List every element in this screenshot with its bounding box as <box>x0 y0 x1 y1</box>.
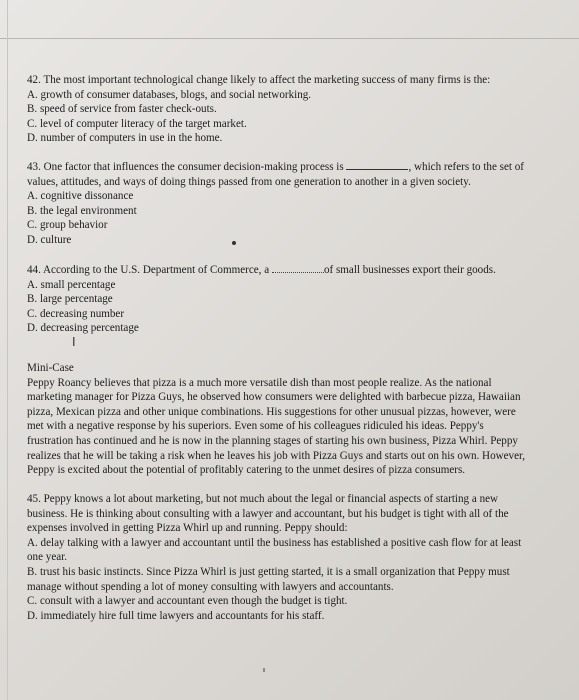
question-45 <box>27 492 557 623</box>
question-43-option-a: A. cognitive dissonance <box>27 190 134 203</box>
question-44-stem <box>27 262 557 278</box>
mini-case-line: marketing manager for Pizza Guys, he observed how consumers were delighted with barbecue pizza, Hawaiian <box>27 391 521 404</box>
question-45-option-c: C. consult with a lawyer and accountant even though the budget is tight. <box>27 595 348 608</box>
question-45-stem-line: 45. Peppy knows a lot about marketing, but not much about the legal or financial aspects of starting a new <box>27 493 499 505</box>
mini-case-line: realizes that he will be taking a risk when he leaves his job with Pizza Guys and starts out on his own. However, <box>27 449 526 462</box>
question-43-stem-c: values, attitudes, and ways of doing things passed from one generation to another in a given society. <box>27 175 471 188</box>
page-edge <box>7 0 8 700</box>
question-45-option-b: B. trust his basic instincts. Since Pizza Whirl is just getting started, it is a small organization that Peppy must <box>27 565 510 578</box>
stray-mark <box>263 668 265 672</box>
question-44-option-d: D. decreasing percentage <box>27 322 139 335</box>
mini-case-heading: Mini-Case <box>27 362 74 374</box>
question-43-option-b: B. the legal environment <box>27 204 137 217</box>
question-44-option-c: C. decreasing number <box>27 307 125 320</box>
question-45-stem-line: expenses involved in getting Pizza Whirl up and running. Peppy should: <box>27 522 348 535</box>
mini-case-line: frustration has continued and he is now in the planning stages of starting his own business, Pizza Whirl. Peppy <box>27 434 518 447</box>
page-divider <box>0 38 579 39</box>
text-cursor-icon: I <box>72 335 76 349</box>
question-45-option-d: D. immediately hire full time lawyers and accountants for his staff. <box>27 609 325 622</box>
question-43-stem <box>27 159 557 175</box>
question-42-option-d: D. number of computers in use in the home. <box>27 132 223 145</box>
mini-case-line: pizza, Mexican pizza and other unique combinations. His suggestions for other unusual pizzas, however, were <box>27 405 516 418</box>
question-45-stem-line: business. He is thinking about consulting with a lawyer and accountant, but his budget is tight with all of the <box>27 507 509 520</box>
answer-blank <box>346 159 408 170</box>
answer-blank <box>272 262 324 273</box>
question-44-option-b: B. large percentage <box>27 293 113 306</box>
question-43-option-d: D. culture <box>27 233 72 246</box>
mini-case-line: Peppy Roancy believes that pizza is a much more versatile dish than most people realize. As the national <box>27 376 492 389</box>
question-44-stem-a: 44. According to the U.S. Department of Commerce, a <box>27 264 270 276</box>
question-45-option-a: A. delay talking with a lawyer and accountant until the business has established a positive cash flow for at least <box>27 536 522 549</box>
question-42-option-b: B. speed of service from faster check-outs. <box>27 103 217 116</box>
question-44 <box>27 262 557 336</box>
question-42-option-a: A. growth of consumer databases, blogs, and social networking. <box>27 88 312 101</box>
question-44-stem-b: of small businesses export their goods. <box>323 264 496 276</box>
question-44-option-a: A. small percentage <box>27 278 116 291</box>
question-43-option-c: C. group behavior <box>27 219 108 232</box>
mini-case <box>27 361 557 478</box>
question-43 <box>27 159 557 248</box>
question-43-stem-a: 43. One factor that influences the consumer decision-making process is <box>27 161 344 173</box>
question-45-option-a-cont: one year. <box>27 551 68 564</box>
question-45-option-b-cont: manage without spending a lot of money consulting with lawyers and accountants. <box>27 580 394 593</box>
mini-case-line: met with a negative response by his superiors. Even some of his colleagues ridiculed his ideas. Peppy's <box>27 420 484 433</box>
question-43-stem-b: , which refers to the set of <box>408 161 525 173</box>
bullet-mark <box>232 241 236 245</box>
question-42 <box>27 73 557 146</box>
question-42-option-c: C. level of computer literacy of the target market. <box>27 117 247 130</box>
mini-case-line: Peppy is excited about the potential of profitably catering to the unmet desires of pizza consumers. <box>27 464 466 477</box>
question-42-stem: 42. The most important technological change likely to affect the marketing success of many firms is the: <box>27 74 491 86</box>
